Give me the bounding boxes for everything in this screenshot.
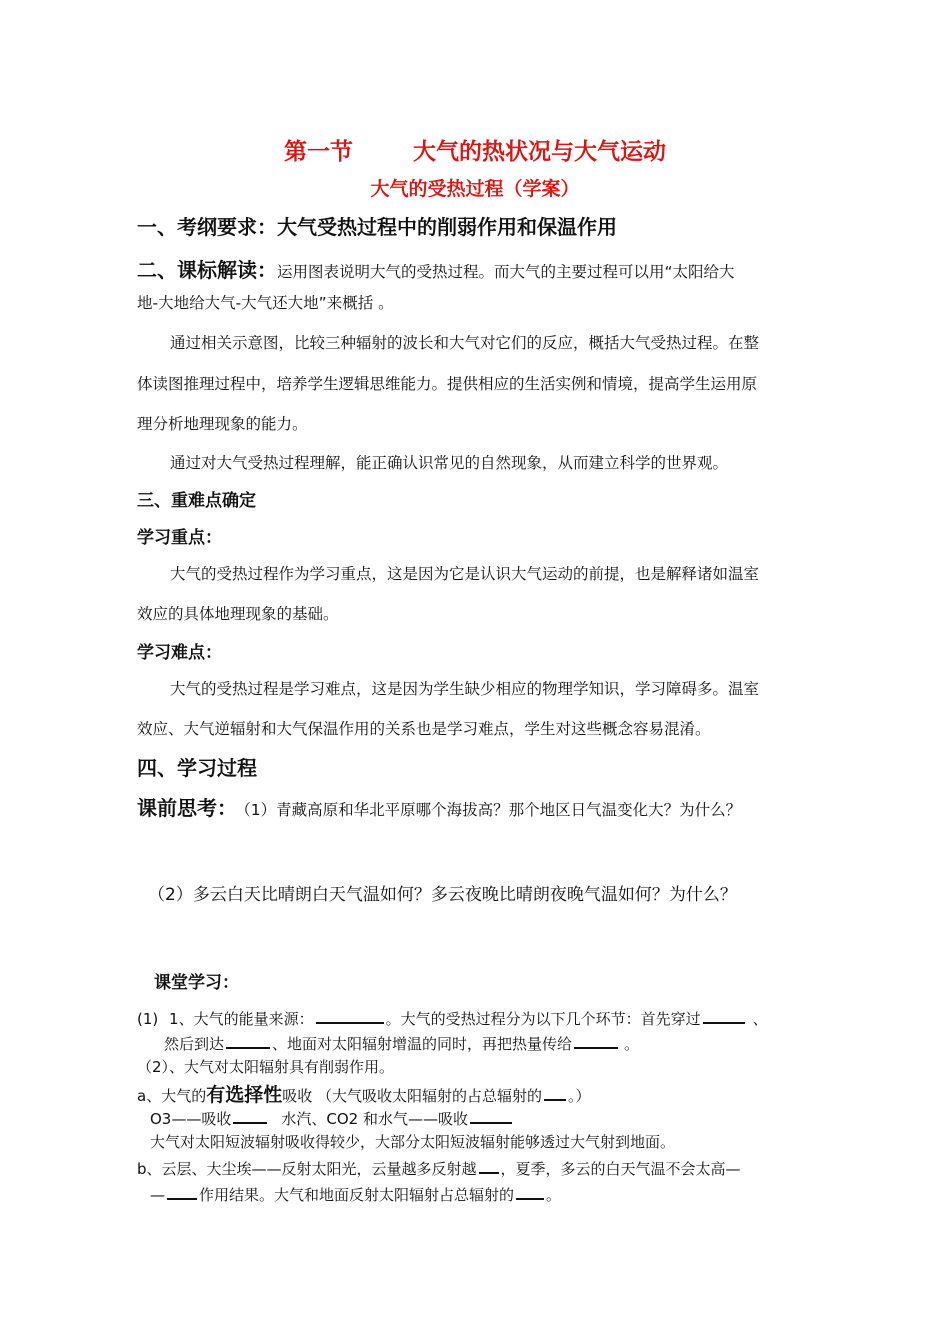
item-a-text-3: 。） [568,1087,591,1105]
blank-o3[interactable] [233,1106,267,1124]
item-a-text-1: a、大气的 [137,1087,207,1105]
item-b-text-1: b、云层、大尘埃——反射太阳光，云量越多反射越 [137,1160,477,1178]
item1-text-e: 、地面对太阳辐射增温的同时，再把热量传给 [272,1035,573,1053]
section2-heading: 二、课标解读： [137,258,277,282]
section2-text-1: 运用图表说明大气的受热过程。而大气的主要过程可以用“太阳给大 [277,263,735,281]
key-points-line2: 效应的具体地理现象的基础。 [137,605,339,623]
item1-text-c: 、 [752,1010,768,1028]
section3-heading: 三、重难点确定 [137,491,256,511]
item1-text-b: 。大气的受热过程分为以下几个环节：首先穿过 [385,1010,701,1028]
blank-effect[interactable] [167,1182,197,1200]
item1-text-f: 。 [624,1035,640,1053]
item1-text-d: 然后到达 [164,1035,225,1053]
item1-line1 [137,1006,768,1029]
blank-pass-through[interactable] [703,1006,745,1024]
page-subtitle: 大气的受热过程（学案） [370,178,580,200]
key-points-label: 学习重点： [137,528,222,548]
blank-reflect-more[interactable] [479,1156,499,1174]
difficulty-line2: 效应、大气逆辐射和大气保温作用的关系也是学习难点，学生对这些概念容易混淆。 [137,720,711,738]
blank-reach[interactable] [226,1031,270,1049]
pre-class-row [137,792,741,821]
section2-para2-line3: 理分析地理现象的能力。 [137,415,308,433]
item-b-text-2: ，夏季，多云的白天气温不会太高— [500,1160,741,1178]
blank-water-co2[interactable] [470,1106,512,1124]
section4-heading: 四、学习过程 [137,756,257,780]
title-section-number: 第一节 [284,139,353,165]
section2-text-2: 地-大地给大气-大气还大地”来概括 。 [137,294,394,312]
item-b-line1 [137,1156,741,1179]
key-points-line1: 大气的受热过程作为学习重点，这是因为它是认识大气运动的前提，也是解释诸如温室 [170,565,760,583]
pre-class-label: 课前思考： [137,796,237,820]
title-topic: 大气的热状况与大气运动 [413,139,666,165]
blank-reflect-ratio[interactable] [516,1182,544,1200]
o3-text: O3——吸收 [150,1110,232,1128]
difficulty-label: 学习难点： [137,643,222,663]
section2-para2-line1: 通过相关示意图，比较三种辐射的波长和大气对它们的反应，概括大气受热过程。在整 [170,334,760,352]
difficulty-line1: 大气的受热过程是学习难点，这是因为学生缺少相应的物理学知识，学习障碍多。温室 [170,680,760,698]
in-class-label: 课堂学习： [154,973,239,993]
section2-para2-line2: 体读图推理过程中，培养学生逻辑思维能力。提供相应的生活实例和情境，提高学生运用原 [137,375,758,393]
item-b-text-3: — [150,1186,165,1204]
o3-line [150,1106,514,1129]
item1-text-a: 1、大气的能量来源： [169,1010,314,1028]
item1-number: (1) [137,1010,159,1028]
blank-absorb-ratio[interactable] [544,1083,566,1101]
item2-line: （2）、大气对太阳辐射具有削弱作用。 [137,1058,395,1076]
absorb-note: 大气对太阳短波辐射吸收得较少，大部分太阳短波辐射能够透过大气射到地面。 [150,1133,676,1151]
item-a-keyword: 有选择性 [206,1084,283,1106]
section2-line1 [137,254,735,283]
water-co2-text: 水汽、CO2 和水气——吸收 [281,1110,468,1128]
item-a-text-2: 吸收 （大气吸收太阳辐射的占总辐射的 [282,1087,542,1105]
item-b-text-4: 作用结果。大气和地面反射太阳辐射占总辐射的 [199,1186,515,1204]
blank-energy-source[interactable] [316,1006,384,1024]
page-title [0,133,950,166]
blank-heat-transfer[interactable] [574,1031,618,1049]
item-b-text-5: 。 [546,1186,562,1204]
section1-heading: 一、考纲要求：大气受热过程中的削弱作用和保温作用 [137,215,617,239]
item-b-line2 [150,1182,561,1205]
section2-para3: 通过对大气受热过程理解，能正确认识常见的自然现象，从而建立科学的世界观。 [170,454,729,472]
question-1: （1）青藏高原和华北平原哪个海拔高？那个地区日气温变化大？为什么？ [243,801,742,819]
question-2: （2）多云白天比晴朗白天气温如何？多云夜晚比晴朗夜晚气温如何？为什么？ [148,885,737,905]
item-a-line [137,1080,591,1107]
item1-line2 [164,1031,639,1054]
